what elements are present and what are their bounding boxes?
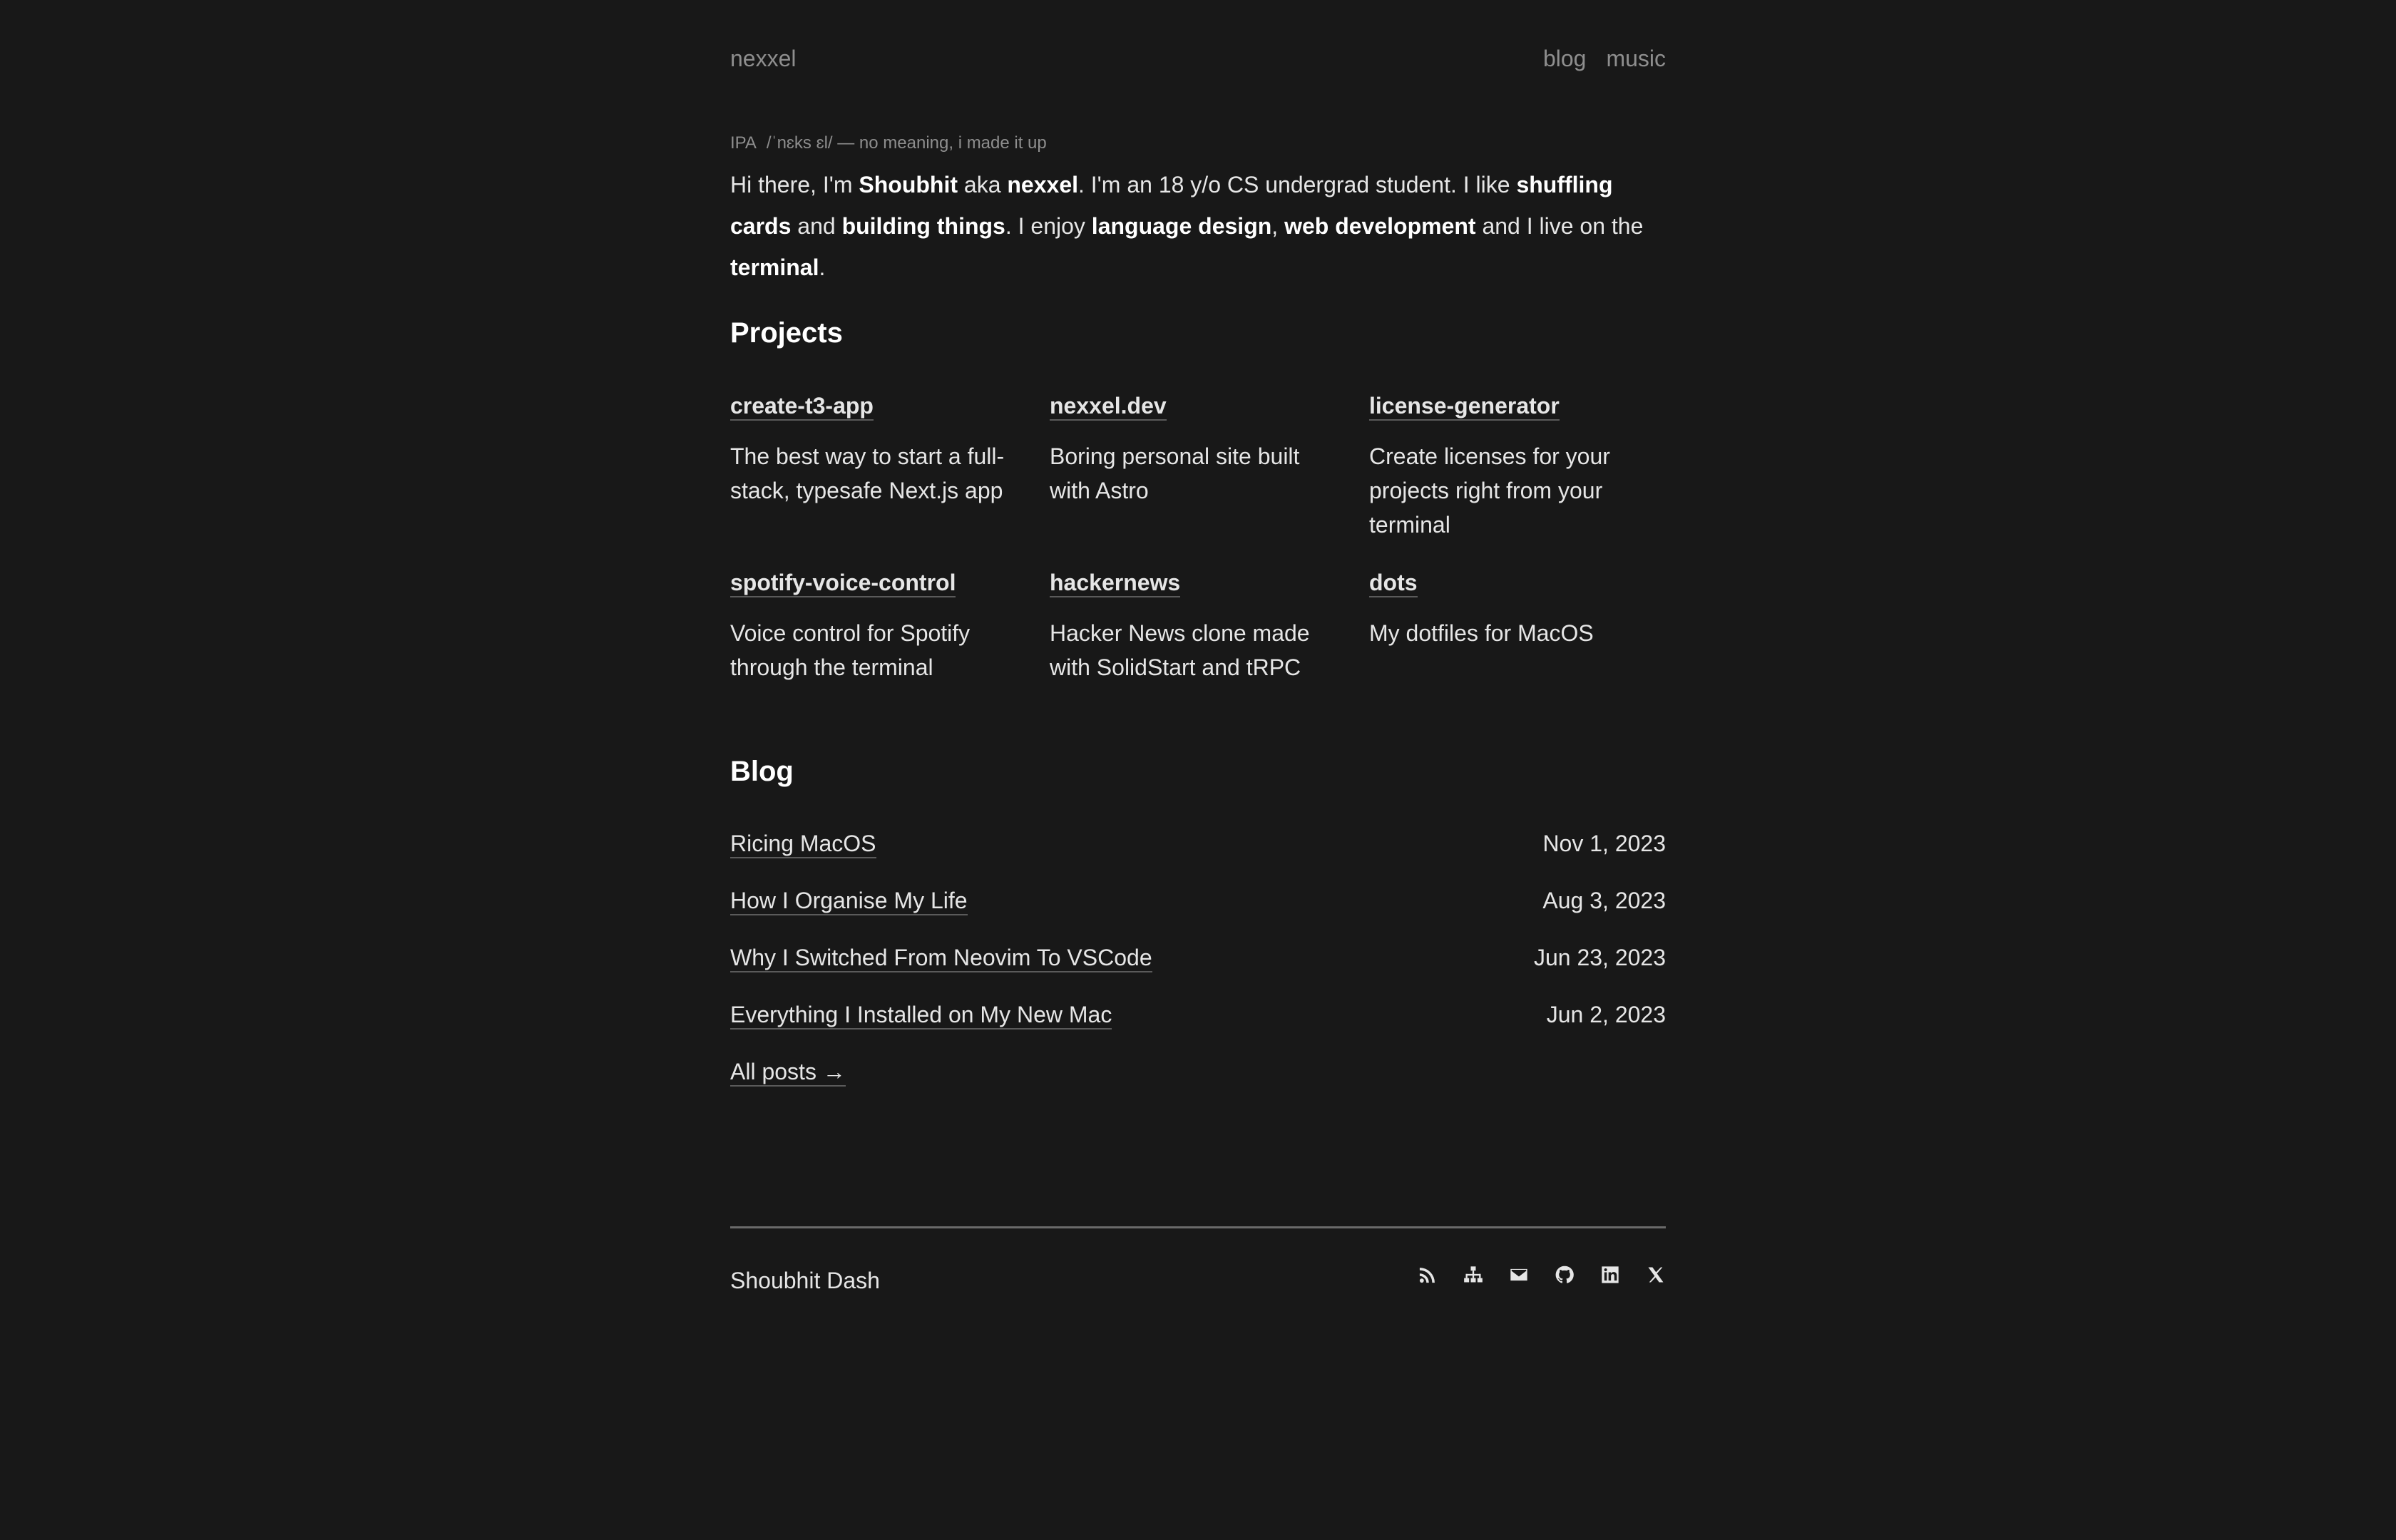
footer-author-name: Shoubhit Dash	[730, 1268, 880, 1293]
blog-heading: Blog	[730, 756, 794, 787]
all-posts-link[interactable]: All posts →	[730, 1058, 846, 1087]
blog-post-link[interactable]: How I Organise My Life	[730, 887, 968, 915]
intro-text: and I live on the	[1475, 213, 1644, 239]
projects-heading: Projects	[730, 317, 843, 349]
project-description: Hacker News clone made with SolidStart and tRPC	[1050, 620, 1310, 680]
project-description: My dotfiles for MacOS	[1369, 620, 1594, 646]
header	[730, 46, 1666, 81]
project-link[interactable]: create-t3-app	[730, 392, 874, 421]
blog-post-date: Jun 23, 2023	[1533, 945, 1666, 970]
social-links	[1418, 1263, 1666, 1286]
project-link[interactable]: license-generator	[1369, 392, 1560, 421]
rss-icon[interactable]	[1418, 1263, 1438, 1286]
blog-post-date: Aug 3, 2023	[1542, 888, 1666, 913]
intro-text: Hi there, I'm	[730, 172, 859, 197]
ipa-text: /ˈnɛks ɛl/ — no meaning, i made it up	[766, 133, 1047, 153]
blog-post-link[interactable]: Why I Switched From Neovim To VSCode	[730, 944, 1152, 972]
intro-text: . I'm an 18 y/o CS undergrad student. I like	[1078, 172, 1517, 197]
intro-alias: nexxel	[1007, 172, 1078, 197]
intro-name: Shoubhit	[859, 172, 958, 197]
project-description: Create licenses for your projects right from your terminal	[1369, 443, 1610, 538]
intro-enjoy: language design	[1091, 213, 1272, 239]
intro-text: aka	[958, 172, 1008, 197]
blog-post-row	[730, 887, 1666, 923]
project-link[interactable]: hackernews	[1050, 569, 1180, 597]
site-logo-link[interactable]: nexxel	[730, 46, 797, 71]
project-link[interactable]: spotify-voice-control	[730, 569, 956, 597]
project-card	[730, 392, 1015, 508]
blog-post-link[interactable]: Everything I Installed on My New Mac	[730, 1001, 1112, 1030]
project-link[interactable]: nexxel.dev	[1050, 392, 1167, 421]
nav-music-link[interactable]: music	[1606, 46, 1666, 71]
project-card	[730, 569, 1015, 684]
top-nav	[1543, 46, 1666, 72]
project-description: Voice control for Spotify through the terminal	[730, 620, 971, 680]
ipa-label: IPA	[730, 133, 757, 153]
project-card	[1050, 392, 1321, 508]
project-card	[1369, 569, 1654, 650]
ipa-pronunciation	[730, 133, 1047, 153]
project-description: Boring personal site built with Astro	[1050, 443, 1300, 503]
project-card	[1369, 392, 1640, 542]
intro-text: ,	[1271, 213, 1285, 239]
intro-text: .	[819, 255, 826, 280]
x-icon[interactable]	[1646, 1263, 1666, 1286]
nav-blog-link[interactable]: blog	[1542, 46, 1587, 71]
blog-post-date: Nov 1, 2023	[1542, 831, 1666, 856]
mail-icon[interactable]	[1509, 1263, 1529, 1286]
blog-post-link[interactable]: Ricing MacOS	[730, 830, 876, 858]
intro-like: shuffling cards	[730, 172, 1613, 239]
sitemap-icon[interactable]	[1463, 1263, 1483, 1286]
project-link[interactable]: dots	[1369, 569, 1418, 597]
intro-enjoy: web development	[1284, 213, 1476, 239]
blog-post-row	[730, 944, 1666, 980]
intro-text: . I enjoy	[1005, 213, 1092, 239]
blog-post-date: Jun 2, 2023	[1546, 1002, 1666, 1027]
linkedin-icon[interactable]	[1600, 1263, 1620, 1286]
intro-terminal: terminal	[730, 255, 819, 280]
blog-post-row	[730, 1001, 1666, 1037]
intro-paragraph	[730, 164, 1666, 288]
project-card	[1050, 569, 1335, 684]
blog-post-row	[730, 830, 1666, 866]
project-description: The best way to start a full-stack, typesafe Next.js app	[730, 443, 1005, 503]
github-icon[interactable]	[1555, 1263, 1575, 1286]
intro-text: and	[791, 213, 842, 239]
footer-divider	[730, 1226, 1666, 1228]
intro-like: building things	[841, 213, 1005, 239]
